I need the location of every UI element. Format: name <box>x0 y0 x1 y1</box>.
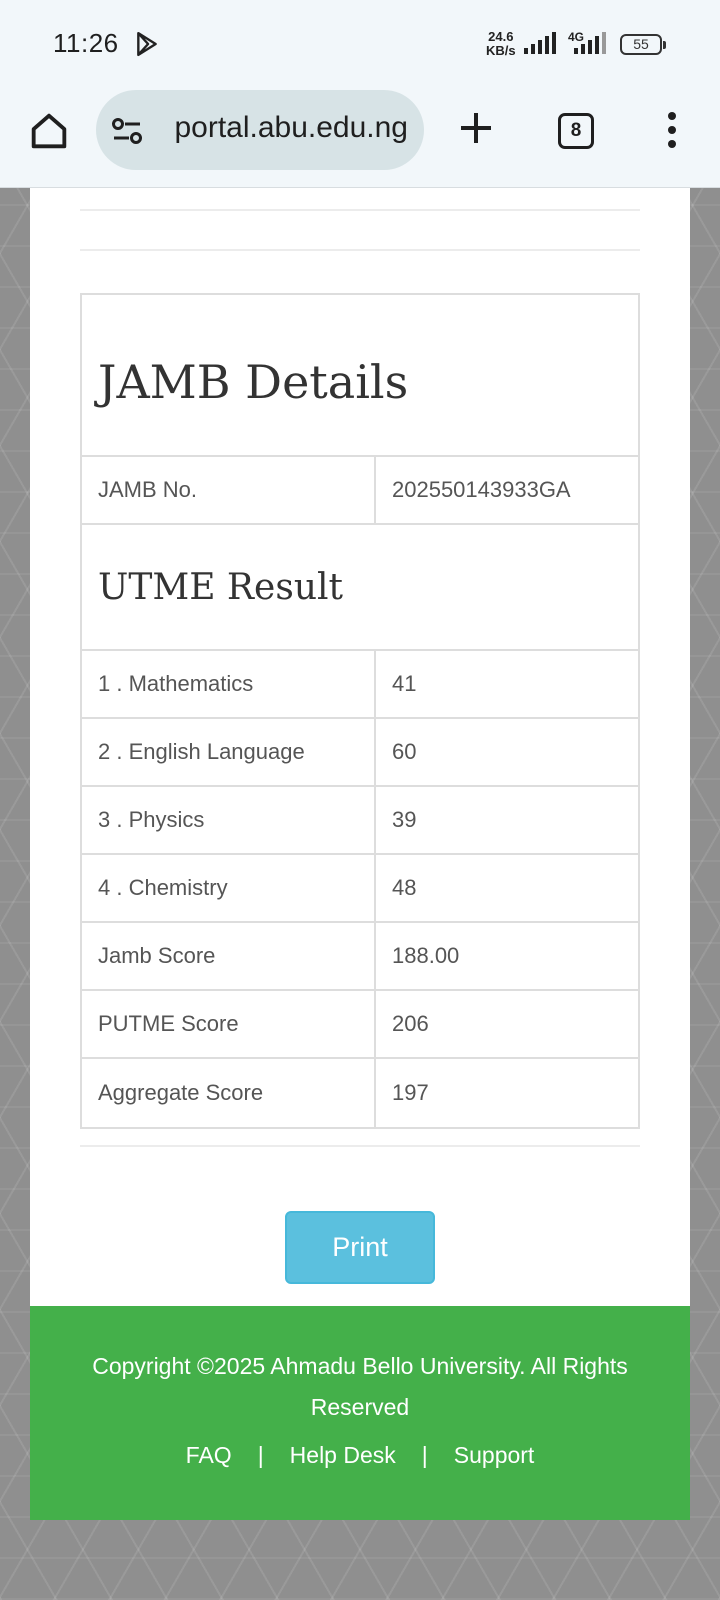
copyright-text: Copyright ©2025 Ahmadu Bello University. All Rights Reserved <box>92 1353 628 1420</box>
more-options-icon[interactable] <box>662 110 682 150</box>
url-bar[interactable] <box>96 90 424 170</box>
play-store-icon <box>134 31 160 57</box>
table-row <box>82 855 638 923</box>
subject-label: 4 . Chemistry <box>82 855 376 921</box>
browser-toolbar <box>0 88 720 188</box>
new-tab-icon[interactable] <box>458 110 494 146</box>
table-row <box>82 923 638 991</box>
table-row <box>82 651 638 719</box>
footer-separator: | <box>421 1442 428 1468</box>
signal-strength-icon-2 <box>574 32 610 54</box>
signal-strength-icon <box>524 32 558 54</box>
jamb-details-table <box>80 293 640 1129</box>
subject-score: 39 <box>392 807 417 832</box>
table-row <box>82 991 638 1059</box>
status-time: 11:26 <box>53 28 119 58</box>
home-icon[interactable] <box>26 108 72 154</box>
subject-label: 2 . English Language <box>82 719 376 785</box>
jamb-score-label: Jamb Score <box>82 923 376 989</box>
aggregate-score-label: Aggregate Score <box>82 1059 376 1127</box>
divider <box>80 1145 640 1147</box>
help-desk-link[interactable]: Help Desk <box>289 1442 396 1468</box>
battery-icon: 55 <box>620 34 662 55</box>
tab-switcher-button[interactable]: 8 <box>558 113 594 149</box>
support-link[interactable]: Support <box>453 1442 535 1468</box>
table-row <box>82 787 638 855</box>
table-row <box>82 457 638 525</box>
subject-label: 3 . Physics <box>82 787 376 853</box>
jamb-details-heading: JAMB Details <box>82 295 638 457</box>
table-row <box>82 719 638 787</box>
faq-link[interactable]: FAQ <box>185 1442 232 1468</box>
content-card <box>30 188 690 1306</box>
jamb-no-label: JAMB No. <box>82 457 376 523</box>
network-type: 4G <box>568 30 585 44</box>
subject-score: 48 <box>392 875 417 900</box>
url-text: portal.abu.edu.ng <box>174 111 408 144</box>
page-footer <box>30 1306 690 1520</box>
footer-links <box>30 1442 690 1469</box>
utme-result-heading: UTME Result <box>82 525 638 651</box>
subject-label: 1 . Mathematics <box>82 651 376 717</box>
divider <box>80 209 640 211</box>
putme-score-value: 206 <box>392 1011 429 1036</box>
status-bar <box>0 0 720 88</box>
print-button[interactable]: Print <box>285 1211 435 1284</box>
divider <box>80 249 640 251</box>
table-row <box>82 1059 638 1127</box>
subject-score: 41 <box>392 671 417 696</box>
putme-score-label: PUTME Score <box>82 991 376 1057</box>
site-settings-icon[interactable] <box>110 114 144 148</box>
subject-score: 60 <box>392 739 417 764</box>
footer-separator: | <box>257 1442 264 1468</box>
aggregate-score-value: 197 <box>392 1080 429 1105</box>
network-speed: 24.6 KB/s <box>486 29 516 58</box>
jamb-no-value: 202550143933GA <box>392 477 571 502</box>
jamb-score-value: 188.00 <box>392 943 460 968</box>
